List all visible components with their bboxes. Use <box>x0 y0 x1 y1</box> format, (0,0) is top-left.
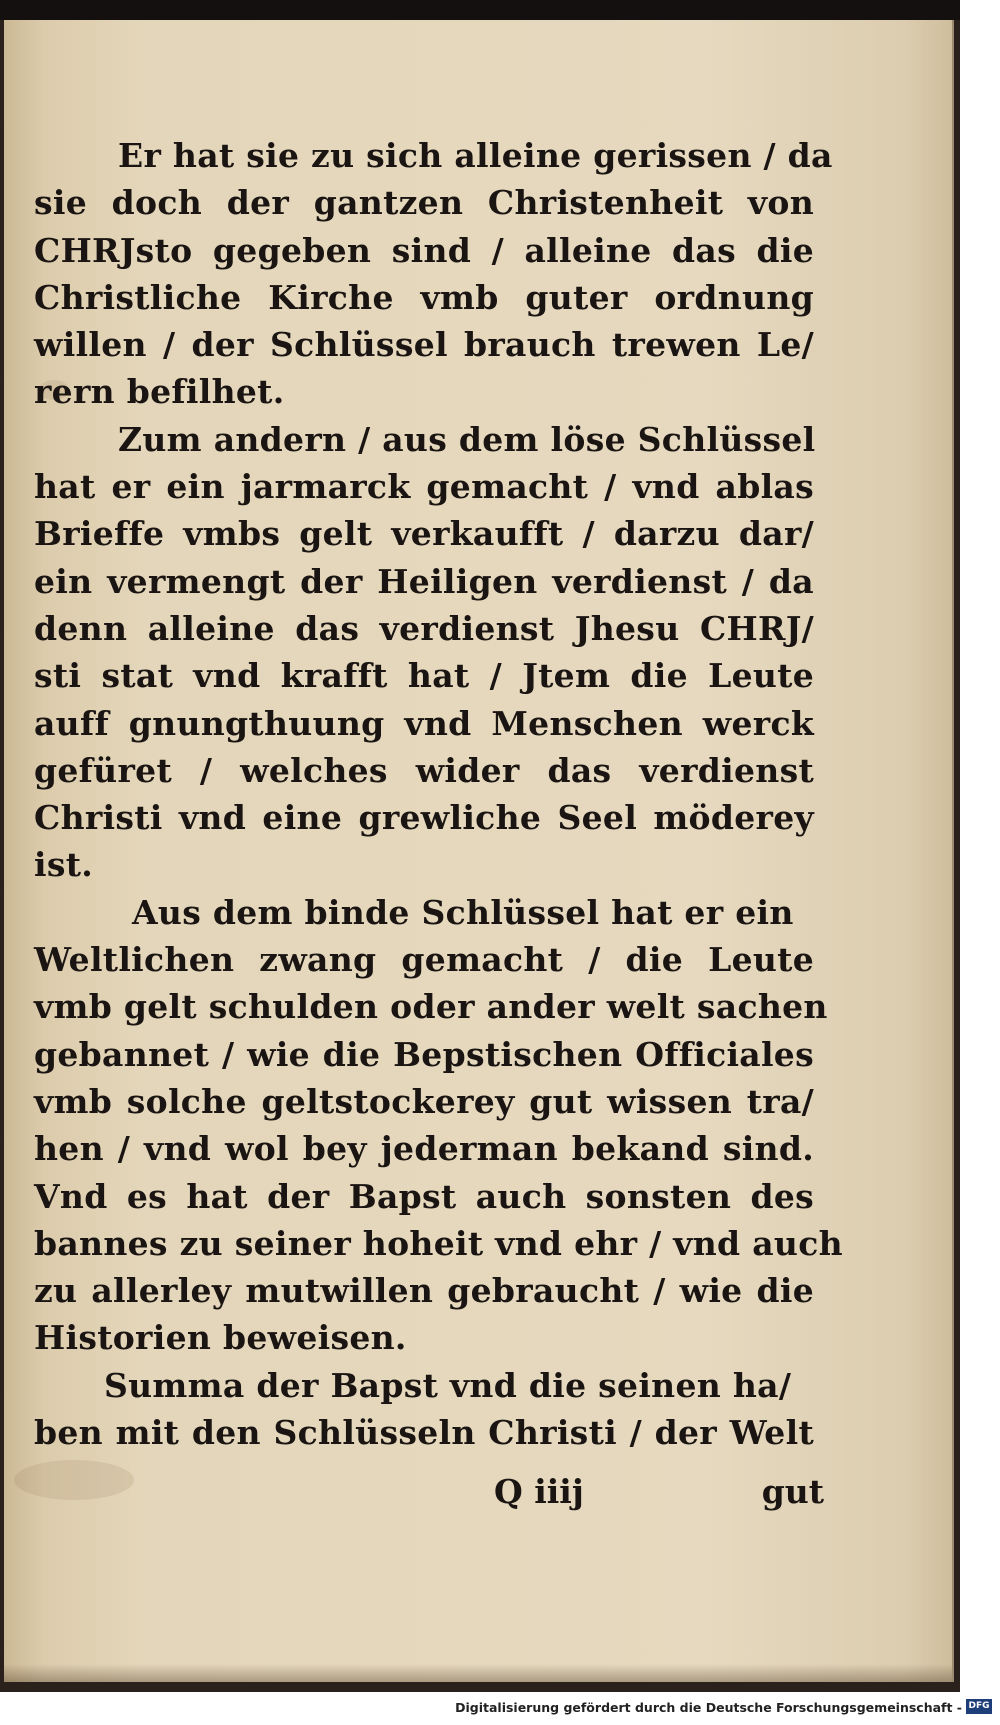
page-foot <box>494 1472 824 1520</box>
text-line: bannes zu seiner hoheit vnd ehr / vnd auch <box>34 1223 843 1263</box>
text-line: vmb gelt schulden oder ander welt sachen <box>34 987 828 1027</box>
text-line: ben mit den Schlüsseln Christi / der Welt <box>34 1413 814 1453</box>
digitization-credit: Digitalisierung gefördert durch die Deutsche Forschungsgemeinschaft - <box>455 1700 962 1715</box>
page-bottom-shadow <box>4 1664 952 1682</box>
page-text <box>34 132 843 1456</box>
text-line: ein vermengt der Heiligen verdienst / da <box>34 561 814 601</box>
text-line: Brieffe vmbs gelt verkaufft / darzu dar/ <box>34 514 814 554</box>
text-line: CHRJsto gegeben sind / alleine das die <box>34 230 814 270</box>
signature-mark: Q iiij <box>494 1472 584 1511</box>
book-page <box>4 20 954 1682</box>
text-line: ist. <box>34 845 94 885</box>
text-line: rern befilhet. <box>34 372 285 412</box>
catchword: gut <box>761 1472 824 1511</box>
text-line: vmb solche geltstockerey gut wissen tra/ <box>34 1081 814 1121</box>
text-line: hen / vnd wol bey jederman bekand sind. <box>34 1129 814 1169</box>
text-line: denn alleine das verdienst Jhesu CHRJ/ <box>34 608 814 648</box>
text-line: sie doch der gantzen Christenheit von <box>34 183 814 223</box>
footer-bar <box>0 1698 1000 1722</box>
text-line: auff gnungthuung vnd Menschen werck <box>34 703 814 743</box>
text-line: Christi vnd eine grewliche Seel möderey <box>34 798 814 838</box>
text-line: Vnd es hat der Bapst auch sonsten des <box>34 1176 814 1216</box>
text-line: zu allerley mutwillen gebraucht / wie die <box>34 1271 814 1311</box>
text-line: Weltlichen zwang gemacht / die Leute <box>34 940 814 980</box>
text-line: Historien beweisen. <box>34 1318 407 1358</box>
text-line: Zum andern / aus dem löse Schlüssel <box>118 419 816 459</box>
text-line: gebannet / wie die Bepstischen Officiales <box>34 1034 814 1074</box>
text-line: Aus dem binde Schlüssel hat er ein <box>132 892 794 932</box>
dfg-logo: DFG <box>966 1699 992 1714</box>
text-line: Summa der Bapst vnd die seinen ha/ <box>104 1365 792 1405</box>
text-line: sti stat vnd krafft hat / Jtem die Leute <box>34 656 814 696</box>
text-line: Er hat sie zu sich alleine gerissen / da <box>118 136 833 175</box>
text-line: Christliche Kirche vmb guter ordnung <box>34 277 814 317</box>
text-line: willen / der Schlüssel brauch trewen Le/ <box>34 325 814 365</box>
scan-top-edge <box>0 0 960 20</box>
text-line: hat er ein jarmarck gemacht / vnd ablas <box>34 467 814 507</box>
text-line: gefüret / welches wider das verdienst <box>34 750 814 790</box>
stain <box>14 1460 134 1500</box>
